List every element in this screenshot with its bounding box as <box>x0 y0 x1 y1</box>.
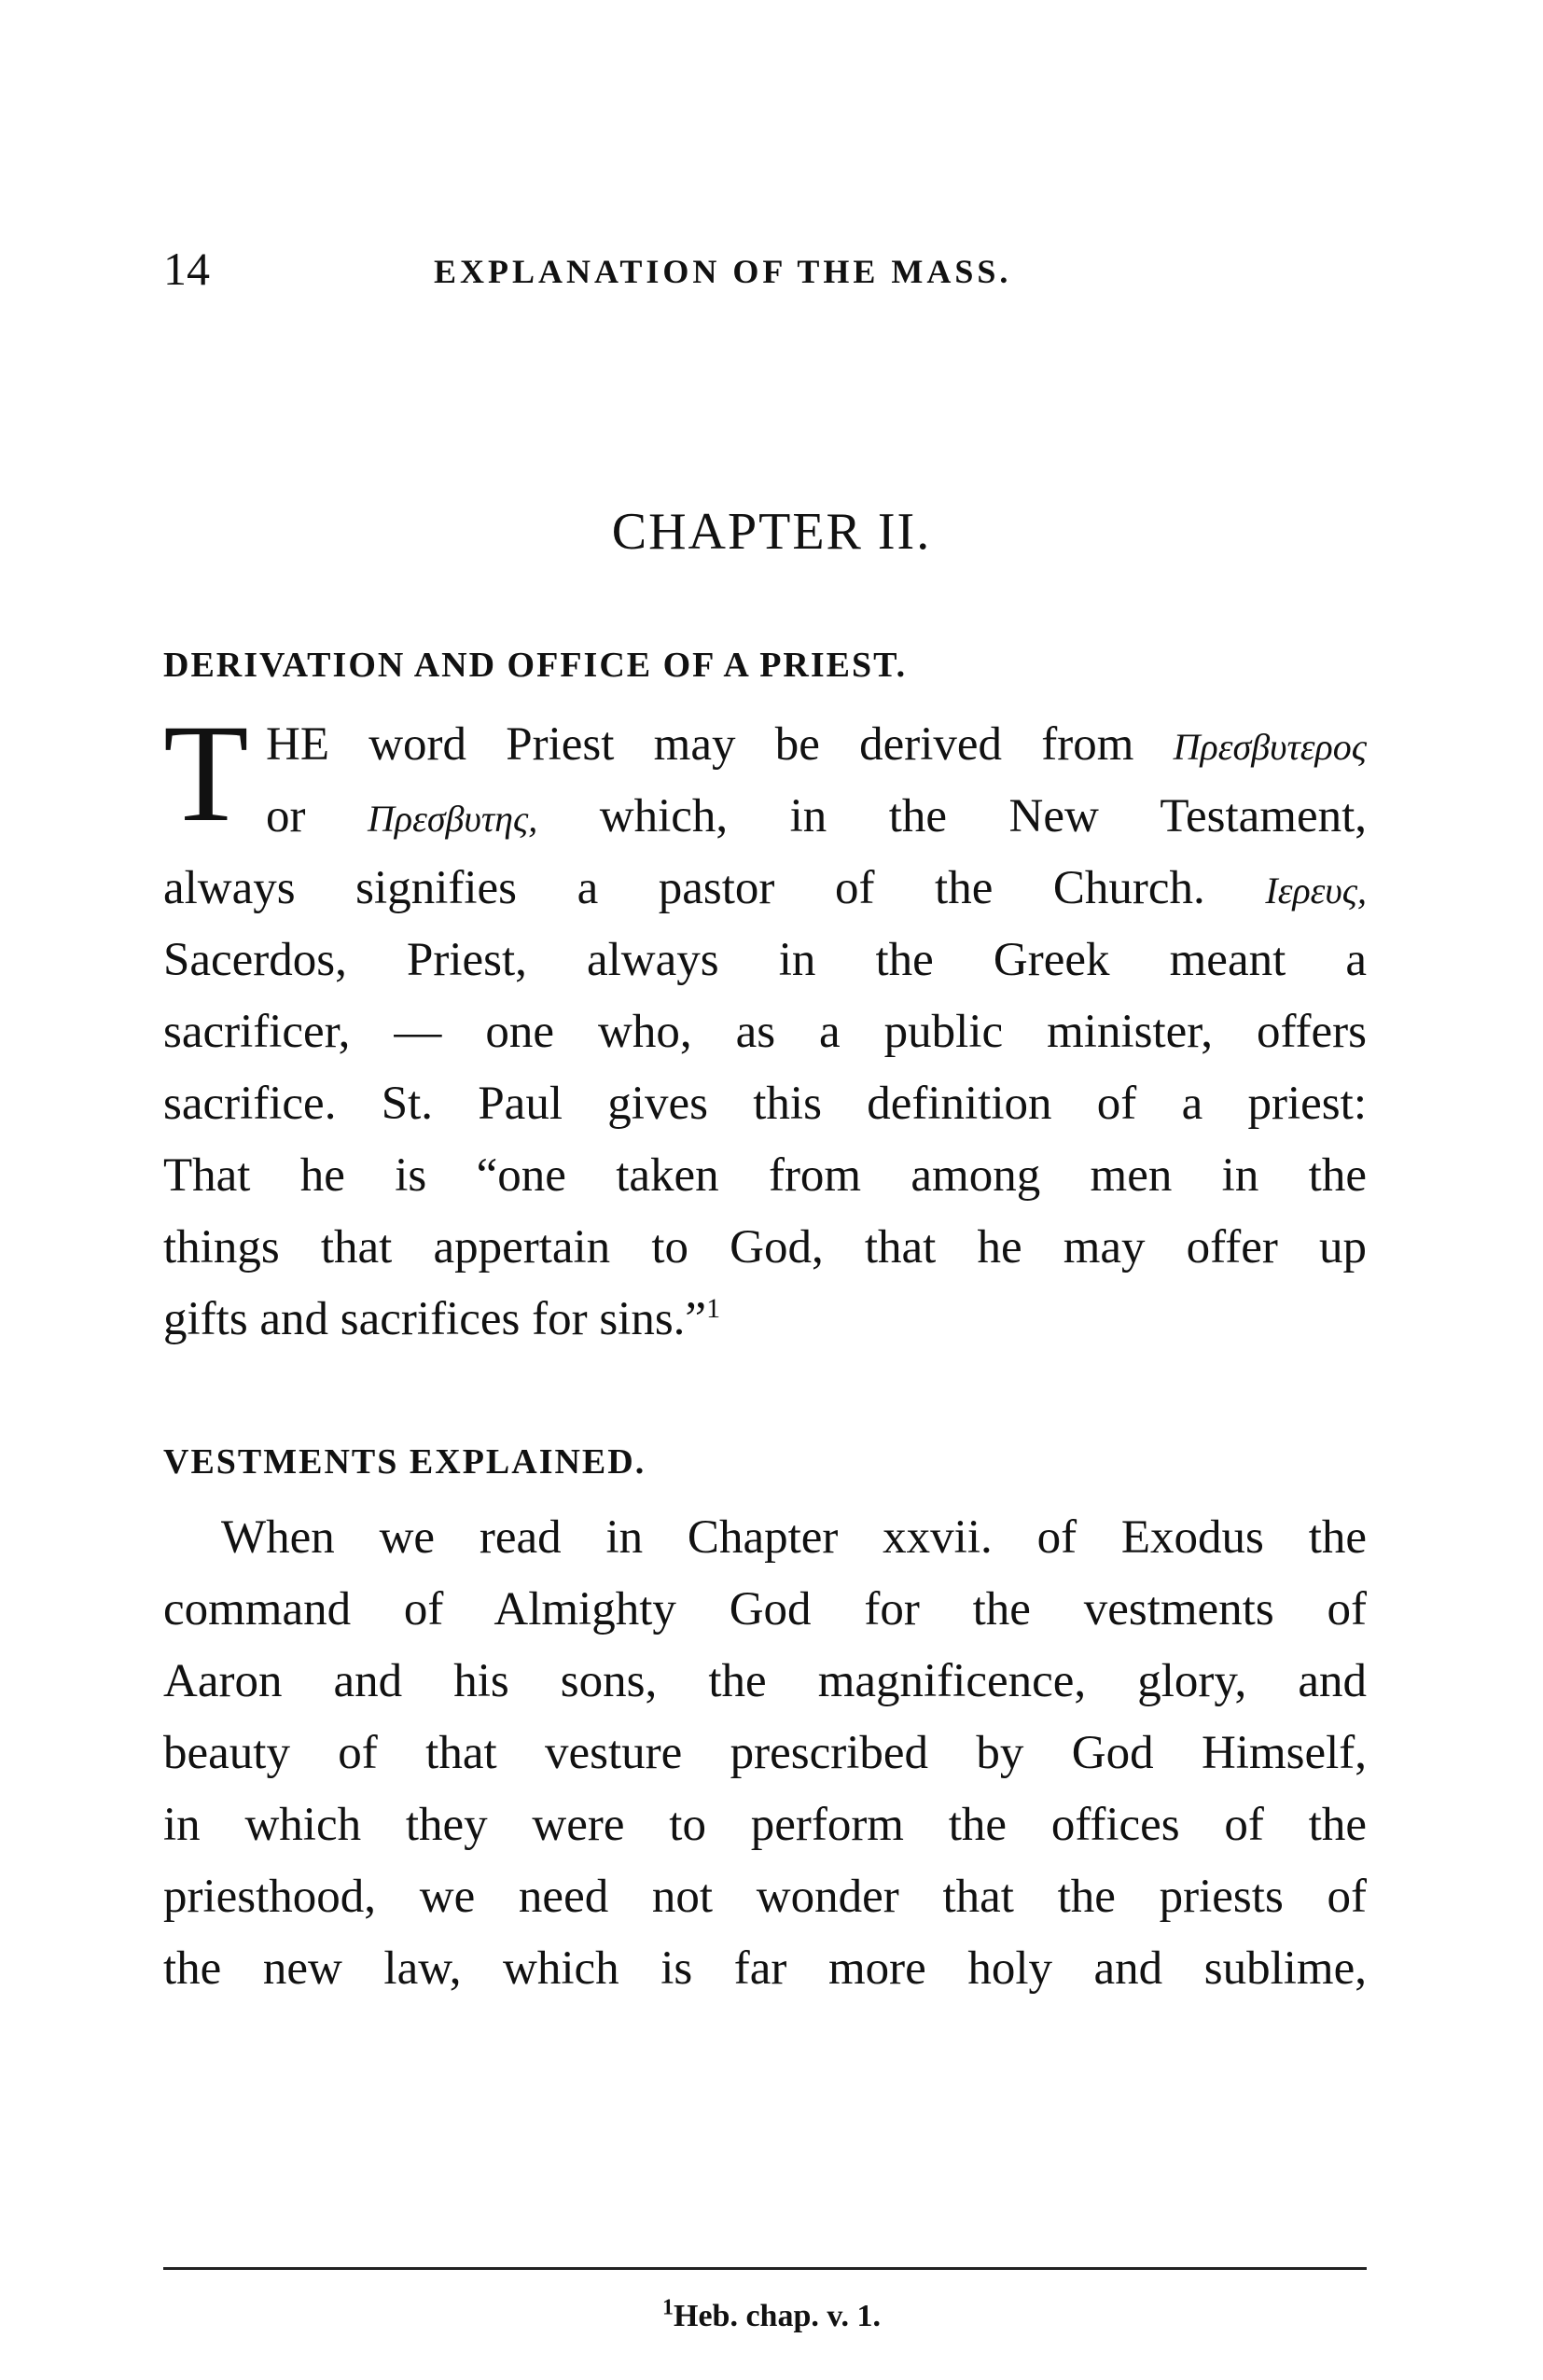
footnote-divider <box>163 2267 1367 2270</box>
greek-word: Πρεσβυτης, <box>367 798 538 840</box>
text-line: always signifies a pastor of the Church. Ιερευς, <box>163 862 1368 914</box>
text-line: sacrificer, — one who, as a public minister, offers <box>163 1006 1367 1058</box>
running-title: EXPLANATION OF THE MASS. <box>434 253 1012 290</box>
text-line: command of Almighty God for the vestments of <box>163 1583 1367 1635</box>
paragraph-derivation-continued <box>163 853 1367 1356</box>
paragraph-vestments <box>163 1502 1367 2005</box>
greek-word: Ιερευς, <box>1265 870 1368 912</box>
chapter-title: CHAPTER II. <box>611 503 932 561</box>
text-line: Aaron and his sons, the magnificence, glory, and <box>163 1655 1367 1707</box>
running-head <box>163 241 1376 297</box>
drop-cap-lines <box>266 709 1367 853</box>
text-line: When we read in Chapter xxvii. of Exodus the <box>221 1511 1367 1564</box>
footnote-text: Heb. chap. v. 1. <box>674 2299 881 2333</box>
text-line: beauty of that vesture prescribed by God Himself, <box>163 1727 1367 1779</box>
text-line: or Πρεσβυτης, which, in the New Testament, <box>266 790 1368 842</box>
text-line: sacrifice. St. Paul gives this definition of a priest: <box>163 1078 1367 1130</box>
text-line: gifts and sacrifices for sins.”$^1$ <box>163 1293 721 1345</box>
text-line: HE word Priest may be derived from Πρεσβυτερος <box>266 718 1367 771</box>
section-heading-derivation: DERIVATION AND OFFICE OF A PRIEST. <box>163 646 908 685</box>
footnote-reference: 1 <box>706 1293 721 1324</box>
text-line: priesthood, we need not wonder that the priests of <box>163 1871 1367 1923</box>
text-line: Sacerdos, Priest, always in the Greek meant a <box>163 934 1367 986</box>
drop-cap: T <box>163 696 249 851</box>
footnote <box>0 2295 1543 2338</box>
text-line: That he is “one taken from among men in the <box>163 1149 1367 1202</box>
text-line: things that appertain to God, that he may offer up <box>163 1221 1367 1274</box>
page-number: 14 <box>163 243 210 295</box>
section-heading-vestments: VESTMENTS EXPLAINED. <box>163 1442 646 1482</box>
footnote-mark: 1 <box>662 2295 674 2320</box>
greek-word: Πρεσβυτερος <box>1173 726 1367 768</box>
text-line: the new law, which is far more holy and sublime, <box>163 1942 1367 1995</box>
text-line: in which they were to perform the offices of the <box>163 1799 1367 1851</box>
